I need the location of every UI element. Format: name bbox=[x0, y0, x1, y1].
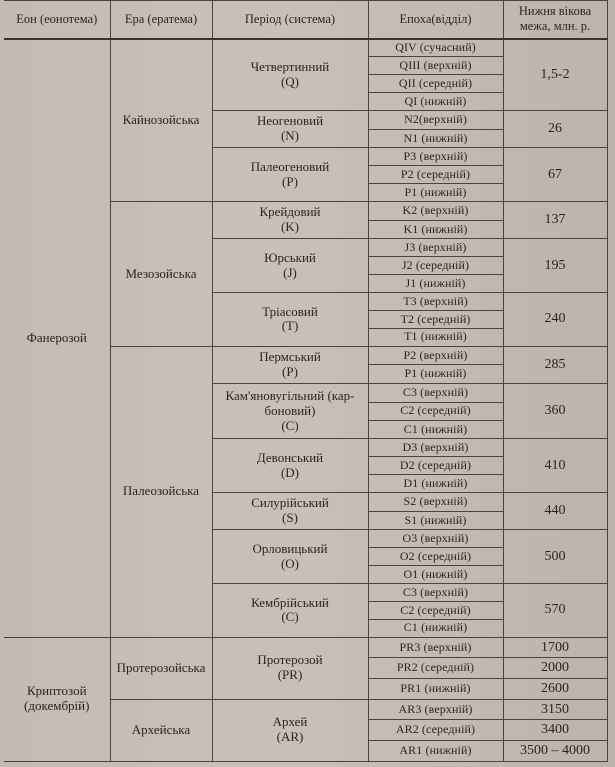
epoch-cell: QII (середній) bbox=[368, 75, 503, 93]
epoch-cell: C2 (середній) bbox=[368, 402, 503, 420]
period-code: (P) bbox=[282, 363, 298, 379]
epoch-cell: D2 (середній) bbox=[368, 457, 503, 475]
limit-cell: 3400 bbox=[503, 720, 607, 741]
epoch-cell: S2 (верхній) bbox=[368, 493, 503, 512]
epoch-cell: QI (нижній) bbox=[368, 93, 503, 111]
epoch-cell: S1 (нижній) bbox=[368, 511, 503, 530]
period-cell bbox=[212, 293, 368, 347]
period-code: (D) bbox=[280, 464, 300, 480]
header-epoch: Епоха(відділ) bbox=[368, 1, 503, 39]
epoch-cell: N2(верхній) bbox=[368, 111, 503, 130]
table-row bbox=[4, 637, 607, 658]
period-cell bbox=[212, 148, 368, 202]
limit-cell: 26 bbox=[503, 111, 607, 148]
epoch-cell: C3 (верхній) bbox=[368, 384, 503, 402]
epoch-cell: C1 (нижній) bbox=[368, 421, 503, 439]
limit-cell: 2000 bbox=[503, 658, 607, 679]
epoch-cell: P3 (верхній) bbox=[368, 148, 503, 166]
period-code: (C) bbox=[281, 417, 299, 433]
epoch-cell: PR1 (нижній) bbox=[368, 679, 503, 700]
period-name: Кембрійський bbox=[251, 594, 329, 610]
period-code: (J) bbox=[283, 264, 297, 280]
epoch-cell: AR2 (середній) bbox=[368, 720, 503, 741]
limit-cell: 3150 bbox=[503, 699, 607, 720]
limit-cell: 240 bbox=[503, 293, 607, 347]
table-header-row bbox=[4, 1, 607, 39]
period-code: (S) bbox=[282, 510, 298, 526]
limit-cell: 137 bbox=[503, 202, 607, 239]
period-cell bbox=[212, 530, 368, 584]
limit-cell: 285 bbox=[503, 346, 607, 383]
period-cell bbox=[212, 584, 368, 638]
period-cell bbox=[212, 202, 368, 239]
epoch-cell: J3 (верхній) bbox=[368, 239, 503, 257]
era-proterozoic: Протерозойська bbox=[110, 637, 212, 699]
epoch-cell: D3 (верхній) bbox=[368, 439, 503, 457]
era-mesozoic: Мезозойська bbox=[110, 202, 212, 347]
epoch-cell: J1 (нижній) bbox=[368, 275, 503, 293]
period-cell bbox=[212, 493, 368, 530]
epoch-cell: T3 (верхній) bbox=[368, 293, 503, 311]
era-archean: Архейська bbox=[110, 699, 212, 761]
period-cell bbox=[212, 699, 368, 761]
epoch-cell: O3 (верхній) bbox=[368, 530, 503, 548]
epoch-cell: J2 (середній) bbox=[368, 257, 503, 275]
period-code: (Q) bbox=[280, 73, 300, 89]
limit-cell: 440 bbox=[503, 493, 607, 530]
limit-cell: 3500 – 4000 bbox=[503, 741, 607, 762]
epoch-cell: T1 (нижній) bbox=[368, 328, 503, 346]
limit-cell: 410 bbox=[503, 439, 607, 493]
epoch-cell: C1 (нижній) bbox=[368, 619, 503, 637]
period-name: Тріасовий bbox=[262, 303, 318, 319]
era-paleozoic: Палеозойська bbox=[110, 346, 212, 637]
period-code: (C) bbox=[281, 609, 299, 625]
period-code: (K) bbox=[280, 219, 300, 235]
era-cenozoic: Кайнозойська bbox=[110, 39, 212, 202]
limit-cell: 1700 bbox=[503, 637, 607, 658]
epoch-cell: O1 (нижній) bbox=[368, 566, 503, 584]
epoch-cell: D1 (нижній) bbox=[368, 475, 503, 493]
period-code: (PR) bbox=[277, 667, 303, 683]
limit-cell: 500 bbox=[503, 530, 607, 584]
period-cell bbox=[212, 239, 368, 293]
period-code: (T) bbox=[281, 318, 299, 334]
period-cell bbox=[212, 346, 368, 383]
epoch-cell: K1 (нижній) bbox=[368, 220, 503, 239]
period-code: (N) bbox=[280, 128, 300, 144]
limit-cell: 195 bbox=[503, 239, 607, 293]
period-name: Четвертинний bbox=[250, 58, 330, 74]
period-name: Архей bbox=[272, 714, 308, 730]
epoch-cell: C2 (середній) bbox=[368, 602, 503, 620]
period-code: (O) bbox=[280, 555, 300, 571]
period-cell bbox=[212, 384, 368, 439]
period-name: Девонський bbox=[256, 449, 324, 465]
period-name: Орловицький bbox=[252, 540, 328, 556]
geochronology-table bbox=[4, 0, 608, 762]
period-code: (P) bbox=[282, 173, 298, 189]
period-cell bbox=[212, 39, 368, 111]
period-name: Кам'яновугільний (кар-боновий) bbox=[225, 387, 355, 418]
epoch-cell: QIV (сучасний) bbox=[368, 39, 503, 57]
epoch-cell: O2 (середній) bbox=[368, 548, 503, 566]
epoch-cell: P1 (нижній) bbox=[368, 184, 503, 202]
period-cell bbox=[212, 439, 368, 493]
period-name: Силурійський bbox=[251, 495, 329, 511]
limit-cell: 360 bbox=[503, 384, 607, 439]
epoch-cell: AR3 (верхній) bbox=[368, 699, 503, 720]
period-name: Крейдовий bbox=[259, 204, 321, 220]
epoch-cell: N1 (нижній) bbox=[368, 129, 503, 148]
epoch-cell: QIII (верхній) bbox=[368, 57, 503, 75]
period-name: Палеогеновий bbox=[250, 158, 330, 174]
epoch-cell: C3 (верхній) bbox=[368, 584, 503, 602]
epoch-cell: P2 (середній) bbox=[368, 166, 503, 184]
period-name: Юрський bbox=[264, 249, 316, 265]
epoch-cell: PR2 (середній) bbox=[368, 658, 503, 679]
header-limit: Нижня вікова межа, млн. р. bbox=[503, 1, 607, 39]
period-name: Протерозой bbox=[257, 652, 323, 668]
limit-cell: 67 bbox=[503, 148, 607, 202]
table-row bbox=[4, 39, 607, 57]
limit-cell: 2600 bbox=[503, 679, 607, 700]
period-cell bbox=[212, 111, 368, 148]
epoch-cell: P2 (верхній) bbox=[368, 346, 503, 365]
eon-phanerozoic: Фанерозой bbox=[4, 39, 110, 638]
epoch-cell: K2 (верхній) bbox=[368, 202, 503, 221]
eon-cryptozoic: Криптозой (докембрій) bbox=[4, 637, 110, 761]
period-name: Пермський bbox=[259, 349, 321, 365]
epoch-cell: PR3 (верхній) bbox=[368, 637, 503, 658]
epoch-cell: AR1 (нижній) bbox=[368, 741, 503, 762]
epoch-cell: P1 (нижній) bbox=[368, 365, 503, 384]
header-era: Ера (ератема) bbox=[110, 1, 212, 39]
period-cell bbox=[212, 637, 368, 699]
epoch-cell: T2 (середній) bbox=[368, 311, 503, 329]
limit-cell: 1,5-2 bbox=[503, 39, 607, 111]
header-eon: Еон (еонотема) bbox=[4, 1, 110, 39]
header-period: Період (система) bbox=[212, 1, 368, 39]
period-code: (AR) bbox=[276, 729, 304, 745]
period-name: Неогеновий bbox=[256, 113, 324, 129]
limit-cell: 570 bbox=[503, 584, 607, 638]
